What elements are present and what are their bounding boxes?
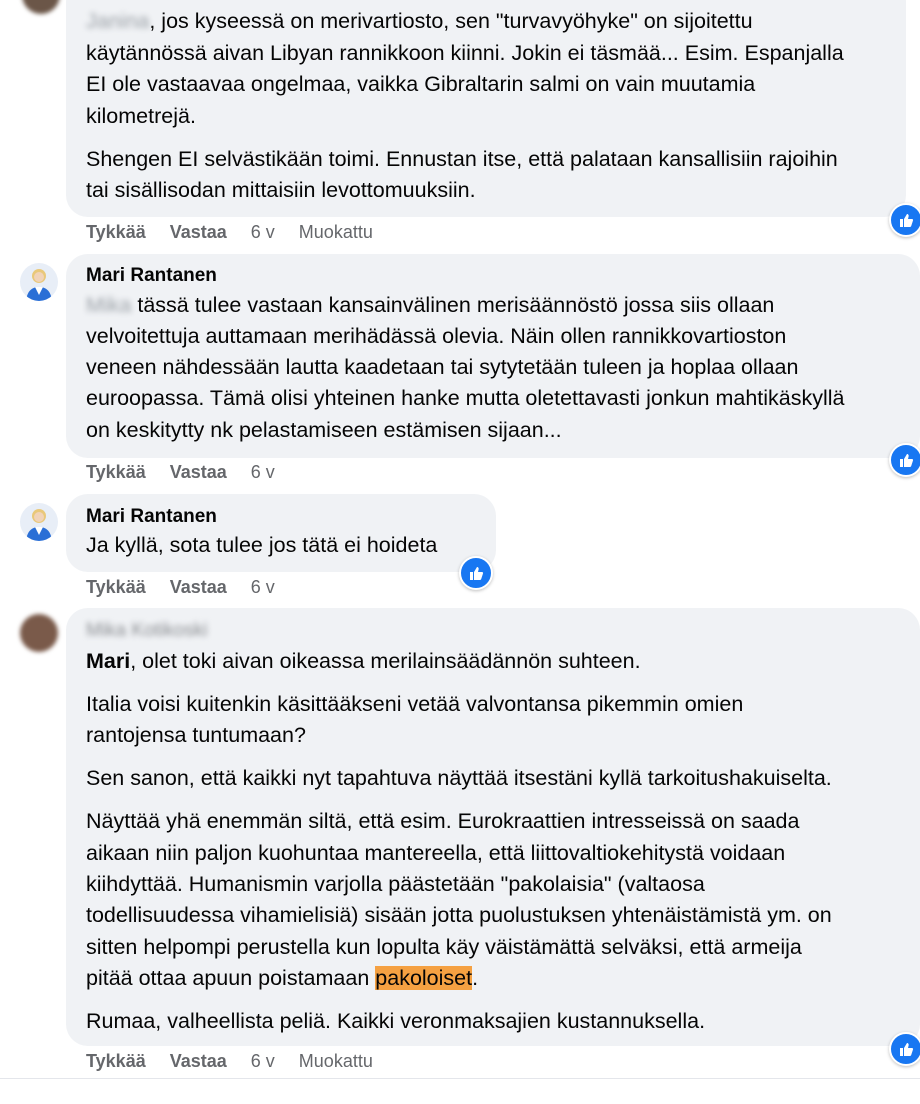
reply-button[interactable]: Vastaa [169,462,227,482]
divider [0,1078,920,1079]
comment-author[interactable]: Mari Rantanen [86,265,217,286]
avatar[interactable] [20,614,58,652]
highlighted-word: pakoloiset [375,966,473,990]
comment-text-line: kiihdyttää. Humanismin varjolla päästetään "pakolaisia" (valtaosa [86,872,705,896]
mention-link[interactable]: Mari [86,649,131,673]
comment-actions [86,222,397,243]
comment-actions [86,1051,397,1072]
comment-author[interactable]: Mika Kotikoski [86,620,208,641]
comment-text-line: kilometrejä. [86,104,196,128]
timestamp[interactable]: 6 v [250,577,275,597]
comment-text-line: Shengen EI selvästikään toimi. Ennustan itse, että palataan kansallisiin rajoihin [86,147,838,171]
comment-text-line: Mika tässä tulee vastaan kansainvälinen merisäännöstö jossa siis ollaan [86,293,775,317]
comment-text-line: pitää ottaa apuun poistamaan pakoloiset. [86,966,479,990]
timestamp[interactable]: 6 v [250,222,275,242]
comment-text-line: Näyttää yhä enemmän siltä, että esim. Eurokraattien intresseissä on saada [86,809,800,833]
comment-author[interactable]: Mari Rantanen [86,506,217,527]
comment-text-line: Mari, olet toki aivan oikeassa merilainsäädännön suhteen. [86,649,641,673]
comment-text-line: Rumaa, valheellista peliä. Kaikki veronmaksajien kustannuksella. [86,1009,706,1033]
comment-text-line: Sen sanon, että kaikki nyt tapahtuva näyttää itsestäni kyllä tarkoitushakuiselta. [86,766,832,790]
comment-text-line: tai sisällisodan mittaisiin levottomuuksiin. [86,178,476,202]
comment-text-line: velvoitettuja auttamaan merihädässä olevia. Näin ollen rannikkovartioston [86,324,787,348]
avatar[interactable] [20,263,58,301]
mention-link[interactable]: Mika [86,293,132,317]
reply-button[interactable]: Vastaa [169,1051,227,1071]
reply-button[interactable]: Vastaa [169,577,227,597]
comment-text-line: todellisuudessa vihamielisiä) sisään jotta puolustuksen yhtenäistämistä ym. on [86,903,832,927]
timestamp[interactable]: 6 v [250,1051,275,1071]
comment-text-line: on keskitytty nk pelastamiseen estämisen sijaan... [86,418,562,442]
comment-text-line: euroopassa. Tämä olisi yhteinen hanke mutta oletettavasti jonkun mahtikäskyllä [86,386,845,410]
comment-text-line: Italia voisi kuitenkin käsittääkseni vetää valvontansa pikemmin omien [86,692,744,716]
reply-button[interactable]: Vastaa [169,222,227,242]
like-button[interactable]: Tykkää [86,1051,146,1071]
avatar[interactable] [20,503,58,541]
like-button[interactable]: Tykkää [86,222,146,242]
timestamp[interactable]: 6 v [250,462,275,482]
avatar[interactable] [22,0,60,14]
like-reaction-icon[interactable] [889,443,920,477]
comment-text-line: sitten helpompi perustella kun lopulta käy väistämättä selväksi, että armeija [86,935,802,959]
comment-actions [86,462,299,483]
comment-text-line: EI ole vastaavaa ongelmaa, vaikka Gibraltarin salmi on vain muutamia [86,72,756,96]
mention-link[interactable]: Janina [86,9,150,33]
like-reaction-icon[interactable] [889,203,920,237]
edited-label[interactable]: Muokattu [298,222,373,242]
like-reaction-icon[interactable] [459,556,493,590]
comment-text-line: veneen nähdessään lautta kaadetaan tai sytytetään tuleen ja hoplaa ollaan [86,355,799,379]
comment-text-line: käytännössä aivan Libyan rannikkoon kiinni. Jokin ei täsmää... Esim. Espanjalla [86,41,844,65]
comment-actions [86,577,299,598]
comment-text-line: Ja kyllä, sota tulee jos tätä ei hoideta [86,533,438,557]
like-reaction-icon[interactable] [889,1032,920,1066]
comment-text-line: rantojensa tuntumaan? [86,723,306,747]
comment-text-line: aikaan niin paljon kuohuntaa mantereella, että liittovaltiokehitystä voidaan [86,841,786,865]
like-button[interactable]: Tykkää [86,577,146,597]
like-button[interactable]: Tykkää [86,462,146,482]
comment-text-line: Janina, jos kyseessä on merivartiosto, sen "turvavyöhyke" on sijoitettu [86,9,753,33]
edited-label[interactable]: Muokattu [298,1051,373,1071]
